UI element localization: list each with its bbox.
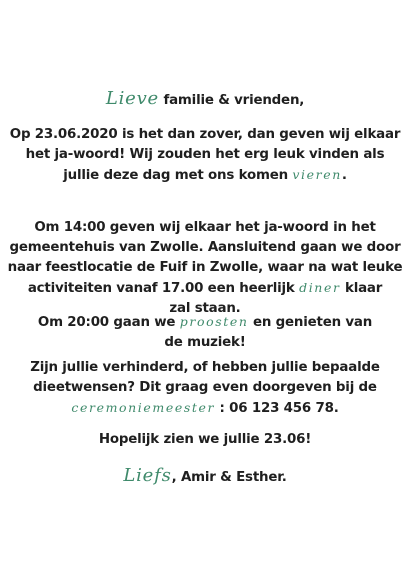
paragraph-line: dieetwensen? Dit graag even doorgeven bij de [33,380,377,395]
line-text: en genieten van [252,315,373,330]
paragraph-rsvp [0,358,410,419]
signature-script-word: Liefs [123,465,172,486]
paragraph-closing [0,430,410,450]
line-text: activiteiten vanaf 17.00 een heerlijk [27,281,295,296]
paragraph-line: het ja-woord! Wij zouden het erg leuk vinden als [25,147,385,162]
line-text: jullie deze dag met ons komen [63,168,288,183]
paragraph-schedule [0,218,410,319]
paragraph-line [0,398,410,419]
paragraph-line: Zijn jullie verhinderd, of hebben jullie bepaalde [30,360,380,375]
line-text: klaar [345,281,383,296]
paragraph-line [0,312,410,333]
script-word-diner: diner [299,280,341,295]
greeting-text: familie & vrienden, [163,93,305,108]
paragraph-line [0,165,410,186]
greeting [0,89,410,111]
paragraph-date [0,125,410,186]
script-word-proosten: proosten [179,314,249,329]
paragraph-line: zal staan. [169,301,241,316]
greeting-script-word: Lieve [105,88,159,109]
signature-names: , Amir & Esther. [171,470,287,485]
signature [0,466,410,488]
paragraph-party [0,312,410,353]
script-word-ceremoniemeester: ceremoniemeester [71,400,216,415]
script-word-vieren: vieren [292,167,342,182]
phone-number: : 06 123 456 78. [219,401,339,416]
paragraph-line [0,278,410,299]
paragraph-line: naar feestlocatie de Fuif in Zwolle, waar na wat leuke [7,260,403,275]
line-text: Om 20:00 gaan we [37,315,176,330]
paragraph-line: Hopelijk zien we jullie 23.06! [98,432,312,447]
line-text: . [341,168,347,183]
paragraph-line: gemeentehuis van Zwolle. Aansluitend gaan we door [9,240,401,255]
paragraph-line: de muziek! [164,335,246,350]
paragraph-line: Om 14:00 geven wij elkaar het ja-woord in het [34,220,376,235]
paragraph-line: Op 23.06.2020 is het dan zover, dan geven wij elkaar [9,127,401,142]
